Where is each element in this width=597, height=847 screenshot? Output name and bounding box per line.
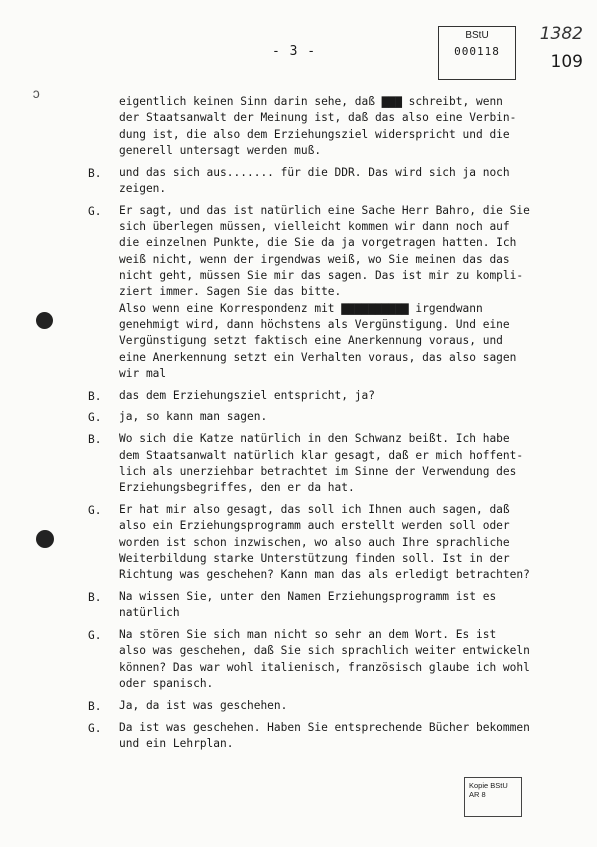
transcript-line: Erziehungsbegriffes, den er da hat. <box>119 481 355 495</box>
transcript-line: nicht geht, müssen Sie mir das sagen. Das ist mir zu kompli- <box>119 269 524 282</box>
transcript-line: Er sagt, und das ist natürlich eine Sache Herr Bahro, die Sie <box>119 203 530 217</box>
transcript-line: und ein Lehrplan. <box>119 736 234 750</box>
transcript-line: Also wenn eine Korrespondenz mit ▇▇▇▇▇▇▇▇▇▇ irgendwann <box>119 301 483 315</box>
transcript-line: Weiterbildung starke Unterstützung finden soll. Ist in der <box>119 551 510 565</box>
speaker-label: B. <box>88 590 102 604</box>
transcript-line: das dem Erziehungsziel entspricht, ja? <box>119 388 375 402</box>
speaker-label: G. <box>88 411 102 425</box>
transcript-line: eine Anerkennung setzt ein Verhalten voraus, das also sagen <box>119 350 517 364</box>
transcript-line: Ja, da ist was geschehen. <box>119 698 288 712</box>
speaker-label: B. <box>88 699 102 713</box>
transcript-line: ziert immer. Sagen Sie das bitte. <box>119 285 342 299</box>
transcript-line: der Staatsanwalt der Meinung ist, daß das also eine Verbin- <box>119 111 517 125</box>
transcript-line: sich überlegen müssen, vielleicht kommen wir dann noch auf <box>119 220 510 234</box>
transcript-line: Er hat mir also gesagt, das soll ich Ihnen auch sagen, daß <box>119 502 510 516</box>
copy-stamp-line1: Kopie BStU <box>469 781 508 790</box>
folio-numbers <box>523 24 583 72</box>
transcript-line: dem Staatsanwalt natürlich klar gesagt, daß er mich hoffent- <box>119 448 524 462</box>
speaker-label: B. <box>88 389 102 403</box>
transcript-line: können? Das war wohl italienisch, französisch glaube ich wohl <box>119 660 530 674</box>
page-number: - 3 - <box>272 44 317 59</box>
stamp-number: 000118 <box>454 45 500 58</box>
speaker-label: B. <box>88 433 102 447</box>
transcript-line: und das sich aus....... für die DDR. Das wird sich ja noch <box>119 165 510 179</box>
margin-mark: ↄ <box>32 86 41 102</box>
transcript-line: Na stören Sie sich man nicht so sehr an dem Wort. Es ist <box>119 628 497 641</box>
transcript-line: die einzelnen Punkte, die Sie da ja vorgetragen hatten. Ich <box>119 236 517 250</box>
transcript-line: zeigen. <box>119 182 167 195</box>
punch-hole-top <box>36 312 53 329</box>
transcript-line: Richtung was geschehen? Kann man das als erledigt betrachten? <box>119 568 530 582</box>
transcript-line: Na wissen Sie, unter den Namen Erziehungsprogramm ist es <box>119 589 497 603</box>
speaker-label: G. <box>88 629 102 642</box>
folio-top: 1382 <box>539 24 583 44</box>
transcript-line: ja, so kann man sagen. <box>119 410 268 424</box>
punch-hole-bottom <box>36 530 54 548</box>
transcript-line: lich als unerziehbar betrachtet im Sinne der Verwendung des <box>119 464 517 478</box>
speaker-label: G. <box>88 721 102 735</box>
speaker-label: G. <box>88 204 102 218</box>
folio-bottom: 109 <box>550 52 583 72</box>
copy-stamp <box>464 777 522 817</box>
transcript-line: weiß nicht, wenn der irgendwas weiß, wo Sie meinen das das <box>119 252 510 266</box>
transcript-line: also was geschehen, daß Sie sich sprachlich weiter entwickeln <box>119 644 530 658</box>
transcript-line: natürlich <box>119 606 180 620</box>
transcript-line: wir mal <box>119 366 167 380</box>
transcript-line: oder spanisch. <box>119 676 214 690</box>
transcript-line: generell untersagt werden muß. <box>119 143 322 157</box>
archive-stamp <box>438 26 516 80</box>
speaker-label: G. <box>88 503 102 517</box>
transcript-line: genehmigt wird, dann höchstens als Vergünstigung. Und eine <box>119 317 510 331</box>
stamp-agency: BStU <box>465 30 489 41</box>
speaker-label: B. <box>88 166 102 180</box>
transcript-line: Wo sich die Katze natürlich in den Schwanz beißt. Ich habe <box>119 432 510 446</box>
transcript-line: eigentlich keinen Sinn darin sehe, daß ▇▇▇ schreibt, wenn <box>119 95 503 108</box>
transcript-line: worden ist schon inzwischen, wo also auch Ihre sprachliche <box>119 535 510 549</box>
copy-stamp-line2: AR 8 <box>469 790 486 800</box>
transcript-line: dung ist, die also dem Erziehungsziel widerspricht und die <box>119 127 510 141</box>
transcript-line: Da ist was geschehen. Haben Sie entsprechende Bücher bekommen <box>119 720 530 734</box>
transcript-line: Vergünstigung setzt faktisch eine Anerkennung voraus, und <box>119 334 503 348</box>
transcript-line: also ein Erziehungsprogramm auch erstellt werden soll oder <box>119 519 510 533</box>
